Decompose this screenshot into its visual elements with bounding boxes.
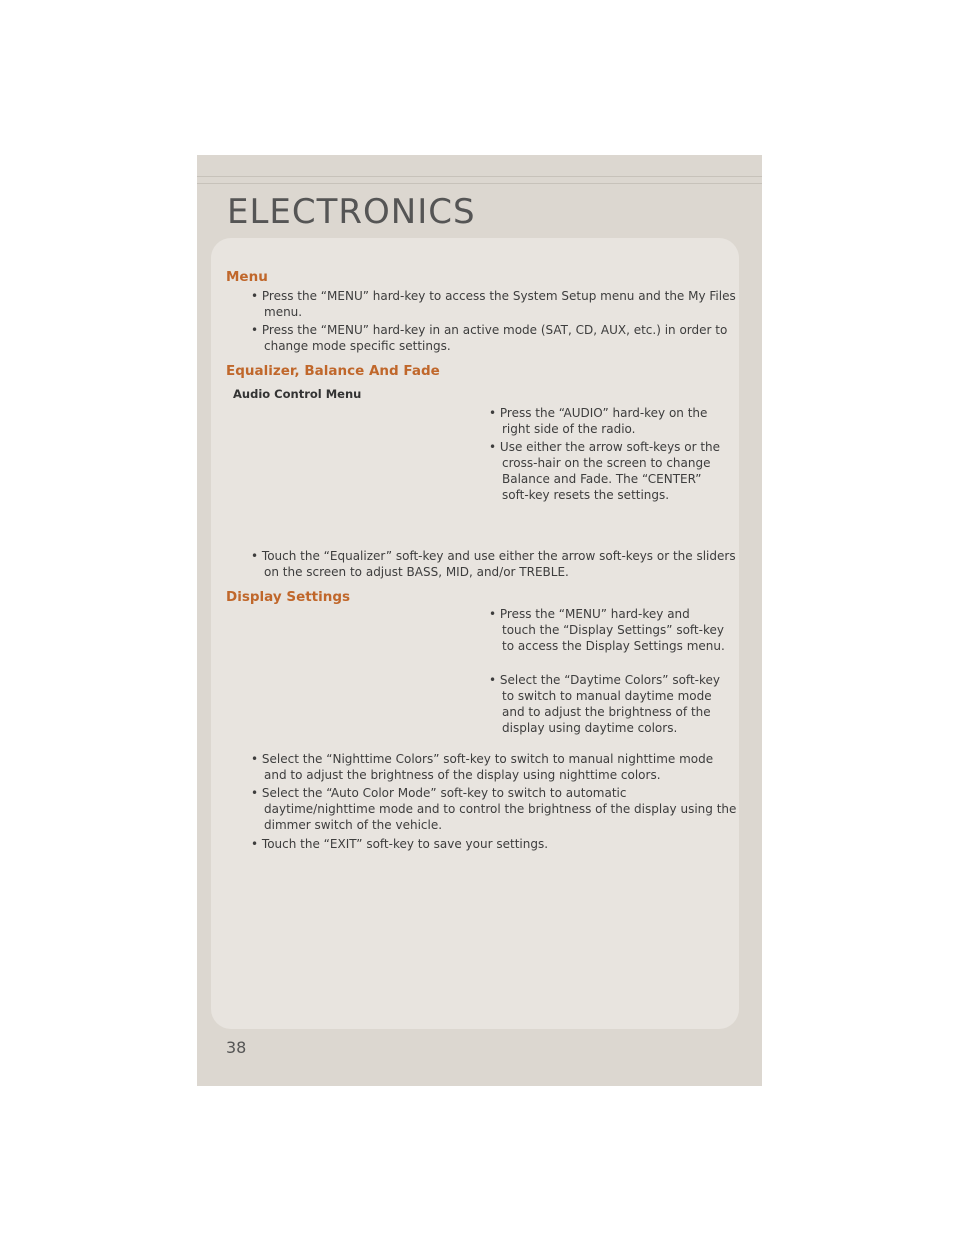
display-bullet-2: • Select the “Auto Color Mode” soft-key to switch to automatic daytime/nighttime mode and to control the brightness of the display using the dimmer switch of the vehicle. bbox=[251, 786, 737, 832]
page-number: 38 bbox=[226, 1038, 247, 1057]
menu-bullet-1: • Press the “MENU” hard-key to access the System Setup menu and the My Files menu. bbox=[251, 289, 736, 319]
bullet-text: Select the “Daytime Colors” soft-key to switch to manual daytime mode and to adjust the brightness of the display using daytime colors. bbox=[499, 673, 720, 735]
display-side-bullet-1: • Press the “MENU” hard-key and touch the “Display Settings” soft-key to access the Display Settings menu. bbox=[489, 607, 725, 653]
display-bullet-3: • Touch the “EXIT” soft-key to save your settings. bbox=[251, 837, 549, 851]
equalizer-side-bullet-1: • Press the “AUDIO” hard-key on the right side of the radio. bbox=[489, 406, 708, 436]
bullet-text: Press the “MENU” hard-key in an active mode (SAT, CD, AUX, etc.) in order to change mode specific settings. bbox=[261, 323, 728, 353]
audio-control-subheading: Audio Control Menu bbox=[233, 387, 362, 401]
equalizer-heading: Equalizer, Balance And Fade bbox=[226, 363, 440, 379]
menu-bullet-2: • Press the “MENU” hard-key in an active mode (SAT, CD, AUX, etc.) in order to change mode specific settings. bbox=[251, 323, 728, 353]
display-settings-heading: Display Settings bbox=[226, 589, 351, 605]
bullet-text: Touch the “EXIT” soft-key to save your settings. bbox=[261, 837, 549, 851]
bullet-text: Press the “AUDIO” hard-key on the right side of the radio. bbox=[499, 406, 708, 436]
bullet-text: Select the “Nighttime Colors” soft-key to switch to manual nighttime mode and to adjust the brightness of the display using nighttime colors. bbox=[261, 752, 714, 782]
bullet-text: Press the “MENU” hard-key and touch the “Display Settings” soft-key to access the Display Settings menu. bbox=[499, 607, 725, 653]
header-rule-secondary bbox=[197, 183, 762, 184]
equalizer-bullet-1: • Touch the “Equalizer” soft-key and use either the arrow soft-keys or the sliders on the screen to adjust BASS, MID, and/or TREBLE. bbox=[251, 549, 736, 579]
bullet-text: Use either the arrow soft-keys or the cross-hair on the screen to change Balance and Fade. The “CENTER” soft-key resets the settings. bbox=[499, 440, 721, 502]
bullet-text: Press the “MENU” hard-key to access the System Setup menu and the My Files menu. bbox=[261, 289, 736, 319]
bullet-text: Select the “Auto Color Mode” soft-key to switch to automatic daytime/nighttime mode and to control the brightness of the display using the dimmer switch of the vehicle. bbox=[261, 786, 737, 832]
equalizer-side-bullet-2: • Use either the arrow soft-keys or the cross-hair on the screen to change Balance and Fade. The “CENTER” soft-key resets the settings. bbox=[489, 440, 721, 502]
display-side-bullet-2: • Select the “Daytime Colors” soft-key to switch to manual daytime mode and to adjust the brightness of the display using daytime colors. bbox=[489, 673, 720, 735]
section-title: ELECTRONICS bbox=[227, 192, 476, 232]
menu-heading: Menu bbox=[226, 269, 268, 285]
bullet-text: Touch the “Equalizer” soft-key and use either the arrow soft-keys or the sliders on the screen to adjust BASS, MID, and/or TREBLE. bbox=[261, 549, 736, 579]
display-bullet-1: • Select the “Nighttime Colors” soft-key to switch to manual nighttime mode and to adjust the brightness of the display using nighttime colors. bbox=[251, 752, 714, 782]
header-rule bbox=[197, 176, 762, 177]
